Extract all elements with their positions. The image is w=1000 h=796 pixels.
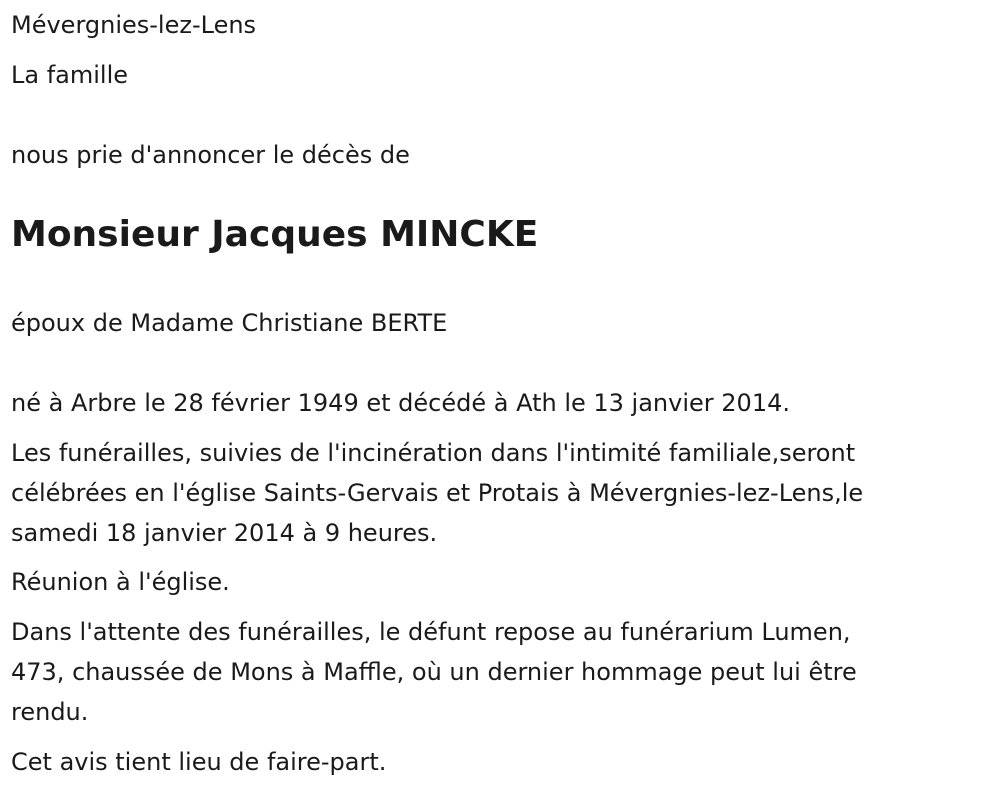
deceased-name: Monsieur Jacques MINCKE [11, 214, 539, 255]
family-text: La famille [11, 61, 129, 89]
meeting-text: Réunion à l'église. [11, 568, 230, 596]
repose-paragraph [11, 612, 971, 732]
closing-text: Cet avis tient lieu de faire-part. [11, 748, 387, 776]
repose-line: Dans l'attente des funérailles, le défunt repose au funérarium Lumen, [11, 618, 851, 646]
spouse-text: époux de Madame Christiane BERTE [11, 309, 448, 337]
funeral-line: Les funérailles, suivies de l'incinération dans l'intimité familiale,seront [11, 439, 856, 467]
announcement-text: nous prie d'annoncer le décès de [11, 141, 410, 169]
funeral-line: samedi 18 janvier 2014 à 9 heures. [11, 519, 438, 547]
location-text: Mévergnies-lez-Lens [11, 11, 257, 39]
repose-line: 473, chaussée de Mons à Maffle, où un dernier hommage peut lui être [11, 658, 857, 686]
funeral-paragraph [11, 433, 971, 553]
repose-line: rendu. [11, 698, 89, 726]
funeral-line: célébrées en l'église Saints-Gervais et Protais à Mévergnies-lez-Lens,le [11, 479, 864, 507]
birth-death-text: né à Arbre le 28 février 1949 et décédé à Ath le 13 janvier 2014. [11, 389, 790, 417]
